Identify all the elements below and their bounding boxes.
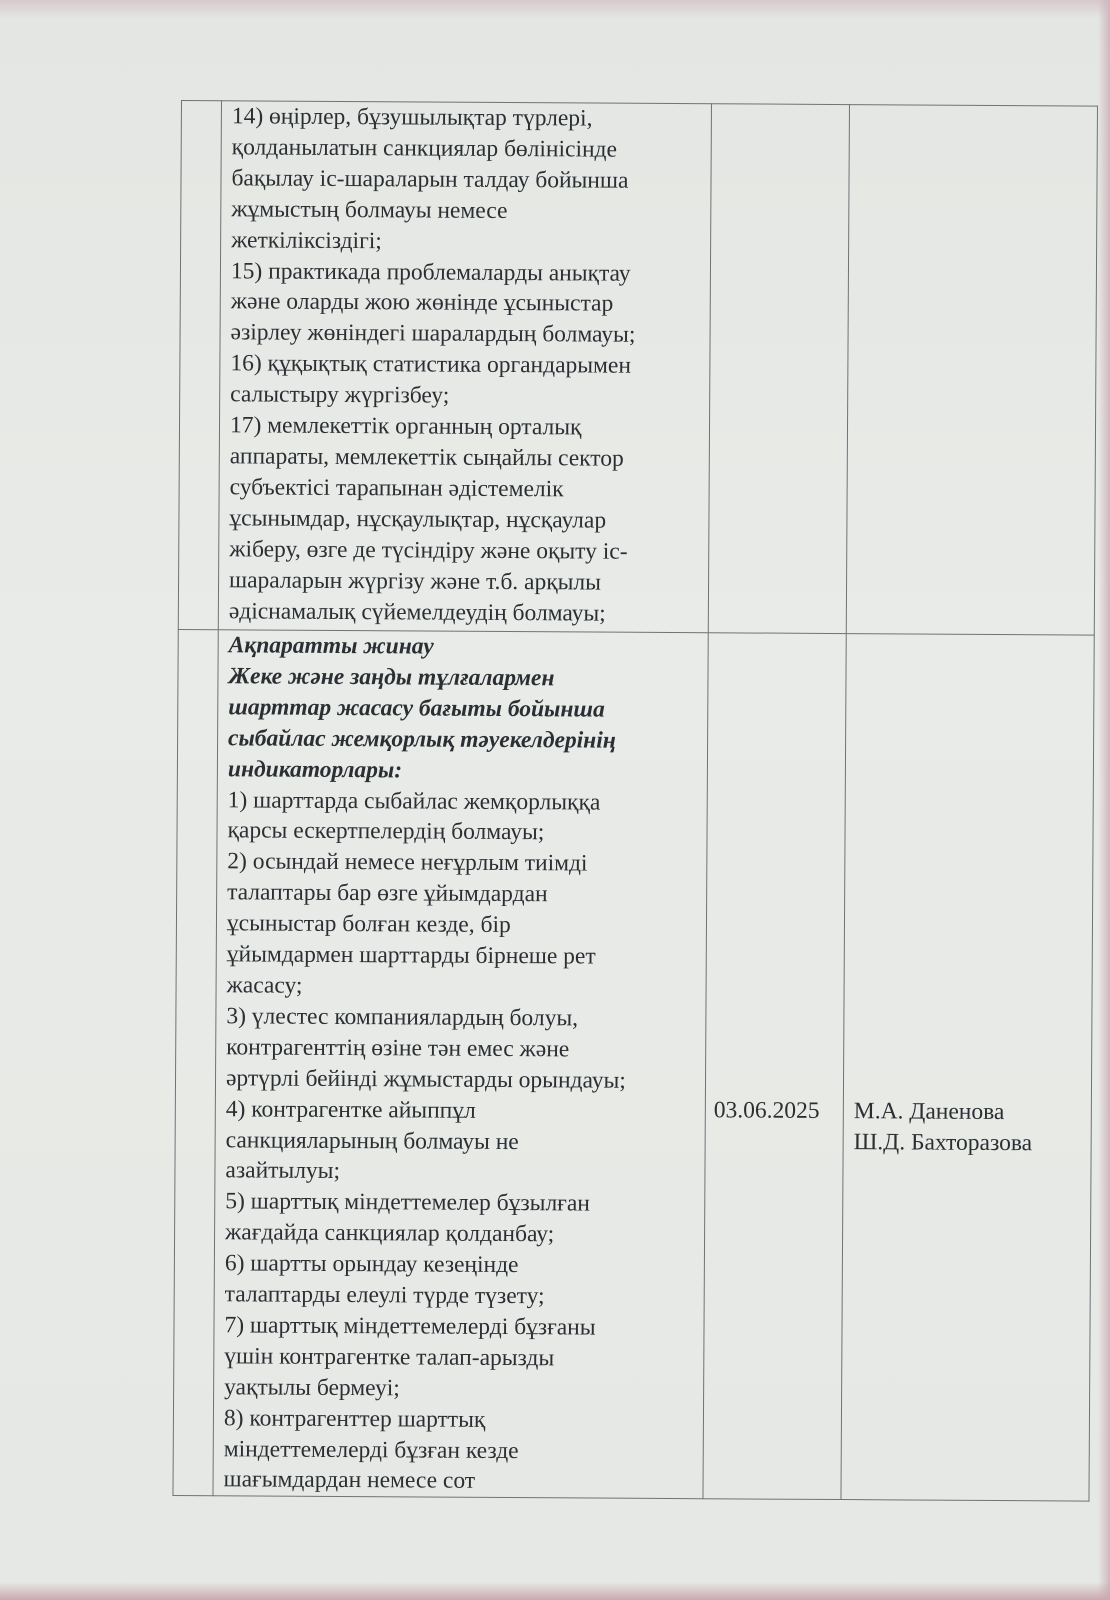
table-row	[173, 629, 1094, 1501]
text-line: талаптарды елеулі түрде түзету;	[224, 1281, 545, 1310]
text-line: 14) өңірлер, бұзушылықтар түрлері,	[231, 103, 593, 132]
heading-line: шарттар жасасу бағыты бойынша	[228, 694, 605, 723]
text-line: 17) мемлекеттік органның орталық	[229, 412, 582, 441]
text-line: аппараты, мемлекеттік сыңайлы сектор	[229, 443, 624, 472]
text-line: уақтылы бермеуі;	[224, 1374, 400, 1402]
date-cell	[703, 633, 846, 1500]
number-cell	[178, 101, 221, 630]
text-line: әртүрлі бейінді жұмыстарды орындауы;	[225, 1064, 626, 1094]
text-line: ұйымдармен шарттарды бірнеше рет	[226, 941, 596, 970]
text-line: 2) осындай немесе неғұрлым тиімді	[227, 848, 588, 877]
text-line: бақылау іс-шараларын талдау бойынша	[231, 165, 629, 194]
responsible-person: Ш.Д. Бахторазова	[853, 1129, 1033, 1157]
text-line: 6) шартты орындау кезеңінде	[224, 1250, 519, 1279]
text-line: жеткіліксіздігі;	[231, 226, 382, 254]
page-right-edge	[1098, 0, 1110, 1600]
text-line: субъектісі тарапынан әдістемелік	[229, 474, 564, 503]
text-line: әдіснамалық сүйемелдеудің болмауы;	[228, 597, 606, 627]
indicator-list	[223, 785, 700, 1499]
text-line: әзірлеу жөніндегі шаралардың болмауы;	[230, 319, 636, 349]
text-line: санкцияларының болмауы не	[225, 1126, 519, 1155]
text-line: жұмыстың болмауы немесе	[231, 196, 508, 224]
text-line: 4) контрагентке айыппұл	[225, 1095, 476, 1124]
measure-cell	[218, 101, 711, 633]
heading-line: Жеке және заңды тұлғалармен	[228, 663, 555, 692]
measure-cell	[213, 630, 708, 1499]
responsible-cell	[841, 634, 1094, 1502]
heading-line: Ақпаратты жинау	[228, 632, 434, 660]
responsible-cell	[846, 105, 1097, 636]
text-line: талаптары бар өзге ұйымдардан	[227, 879, 548, 908]
plan-table	[172, 100, 1098, 1502]
text-line: 16) құқықтық статистика органдарымен	[230, 350, 632, 380]
text-line: шараларын жүргізу және т.б. арқылы	[228, 566, 602, 596]
heading-line: индикаторлары:	[227, 755, 403, 783]
text-line: 15) практикада проблемаларды анықтау	[230, 257, 631, 287]
text-line: үшін контрагентке талап-арызды	[224, 1343, 555, 1372]
measure-text	[219, 101, 711, 629]
text-line: міндеттемелерді бұзған кезде	[223, 1435, 519, 1464]
page-top-shadow	[0, 0, 1110, 18]
table-row	[178, 101, 1097, 636]
text-line: салыстыру жүргізбеу;	[230, 381, 450, 409]
date-cell	[708, 104, 849, 634]
text-line: жасасу;	[226, 972, 303, 999]
text-line: 7) шарттық міндеттемелерді бұзғаны	[224, 1312, 596, 1341]
text-line: 5) шарттық міндеттемелер бұзылған	[225, 1188, 590, 1217]
deadline-date: 03.06.2025	[713, 1097, 820, 1124]
number-cell	[173, 629, 218, 1496]
text-line: ұсыныстар болған кезде, бір	[226, 910, 511, 939]
text-line: шағымдардан немесе сот	[223, 1466, 476, 1495]
text-line: 3) үлестес компаниялардың болуы,	[226, 1003, 579, 1032]
text-line: 1) шарттарда сыбайлас жемқорлыққа	[227, 786, 601, 816]
responsible-persons	[844, 634, 1094, 1159]
page-bottom-edge	[0, 1582, 1110, 1600]
text-line: жағдайда санкциялар қолданбау;	[225, 1219, 555, 1248]
heading-line: сыбайлас жемқорлық тәуекелдерінің	[228, 725, 616, 754]
text-line: азайтылуы;	[225, 1157, 341, 1185]
text-line: контрагенттің өзіне тән емес және	[226, 1034, 570, 1063]
text-line: қолданылатын санкциялар бөлінісінде	[231, 134, 618, 163]
text-line: ұсынымдар, нұсқаулықтар, нұсқаулар	[229, 505, 607, 534]
text-line: және оларды жою жөнінде ұсыныстар	[230, 288, 614, 318]
text-line: 8) контрагенттер шарттық	[223, 1404, 486, 1433]
section-heading	[228, 630, 702, 787]
responsible-person: М.А. Даненова	[853, 1098, 1005, 1126]
measure-text	[213, 630, 707, 1498]
text-line: қарсы ескертпелердің болмауы;	[227, 817, 545, 846]
text-line: жіберу, өзге де түсіндіру және оқыту іс-	[229, 535, 628, 565]
